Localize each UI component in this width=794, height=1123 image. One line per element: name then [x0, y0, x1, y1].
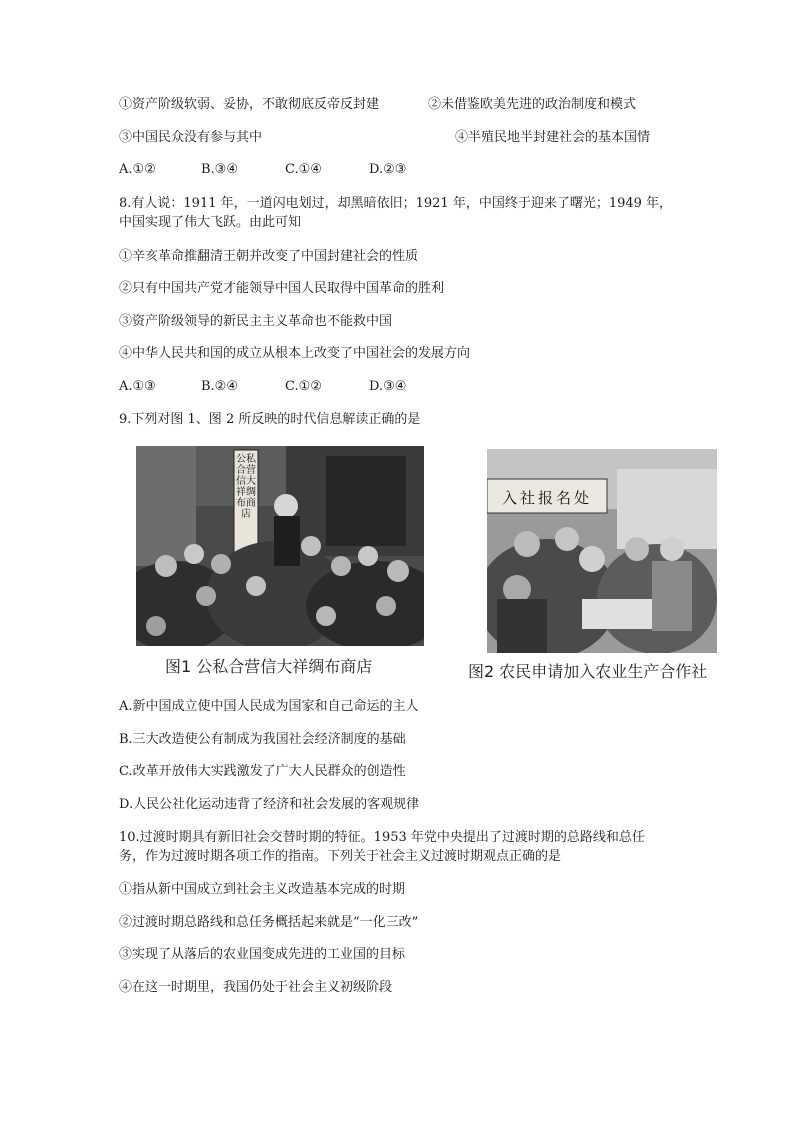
figure-1-sign: 公私合营信大祥绸布商店 [236, 454, 256, 520]
q8-options [119, 378, 406, 396]
figure-2-caption: 图2 农民申请加入农业生产合作社 [468, 662, 708, 681]
q9-option-a[interactable]: A.新中国成立使中国人民成为国家和自己命运的主人 [119, 699, 419, 714]
q7-item-2: ②未借鉴欧美先进的政治制度和模式 [428, 97, 637, 112]
q7-option-a[interactable]: A.①② [119, 162, 156, 177]
figure-2-graphic [487, 449, 717, 653]
q10-stem-line-2: 务，作为过渡时期各项工作的指南。下列关于社会主义过渡时期观点正确的是 [119, 849, 562, 864]
q10-item-3: ③实现了从落后的农业国变成先进的工业国的目标 [119, 947, 406, 962]
q8-item-1: ①辛亥革命推翻清王朝并改变了中国封建社会的性质 [119, 249, 419, 264]
q8-item-2: ②只有中国共产党才能领导中国人民取得中国革命的胜利 [119, 281, 445, 296]
q10-item-2: ②过渡时期总路线和总任务概括起来就是“一化三改” [119, 915, 419, 930]
q8-stem-line-1: 8.有人说：1911 年，一道闪电划过，却黑暗依旧；1921 年，中国终于迎来了曙光；1949 年， [119, 196, 673, 211]
q8-option-c[interactable]: C.①② [285, 379, 322, 394]
q8-stem-line-2: 中国实现了伟大飞跃。由此可知 [119, 215, 302, 230]
q8-item-4: ④中华人民共和国的成立从根本上改变了中国社会的发展方向 [119, 346, 471, 361]
q9-option-d[interactable]: D.人民公社化运动违背了经济和社会发展的客观规律 [119, 797, 420, 812]
q10-item-1: ①指从新中国成立到社会主义改造基本完成的时期 [119, 882, 406, 897]
q7-options [119, 161, 406, 179]
q7-option-b[interactable]: B.③④ [201, 162, 238, 177]
figure-2-banner: 入社报名处 [501, 489, 592, 507]
q10-stem-line-1: 10.过渡时期具有新旧社会交替时期的特征。1953 年党中央提出了过渡时期的总路线和总任 [119, 830, 645, 845]
figure-1-caption: 图1 公私合营信大祥绸布商店 [165, 657, 373, 676]
figure-1-graphic [136, 446, 424, 646]
q7-item-4: ④半殖民地半封建社会的基本国情 [455, 130, 651, 145]
q8-item-3: ③资产阶级领导的新民主主义革命也不能救中国 [119, 314, 393, 329]
q8-option-a[interactable]: A.①③ [119, 379, 156, 394]
q7-item-3: ③中国民众没有参与其中 [119, 130, 263, 145]
q9-option-b[interactable]: B.三大改造使公有制成为我国社会经济制度的基础 [119, 732, 406, 747]
q7-item-1: ①资产阶级软弱、妥协，不敢彻底反帝反封建 [119, 97, 380, 112]
q8-option-b[interactable]: B.②④ [201, 379, 238, 394]
q9-option-c[interactable]: C.改革开放伟大实践激发了广大人民群众的创造性 [119, 764, 406, 779]
q10-item-4: ④在这一时期里，我国仍处于社会主义初级阶段 [119, 980, 393, 995]
figure-1-photo [136, 446, 424, 646]
q9-stem: 9.下列对图 1、图 2 所反映的时代信息解读正确的是 [119, 412, 421, 427]
q7-option-c[interactable]: C.①④ [285, 162, 322, 177]
q7-option-d[interactable]: D.②③ [369, 162, 407, 177]
q8-option-d[interactable]: D.③④ [369, 379, 407, 394]
figure-2-photo [487, 449, 717, 653]
